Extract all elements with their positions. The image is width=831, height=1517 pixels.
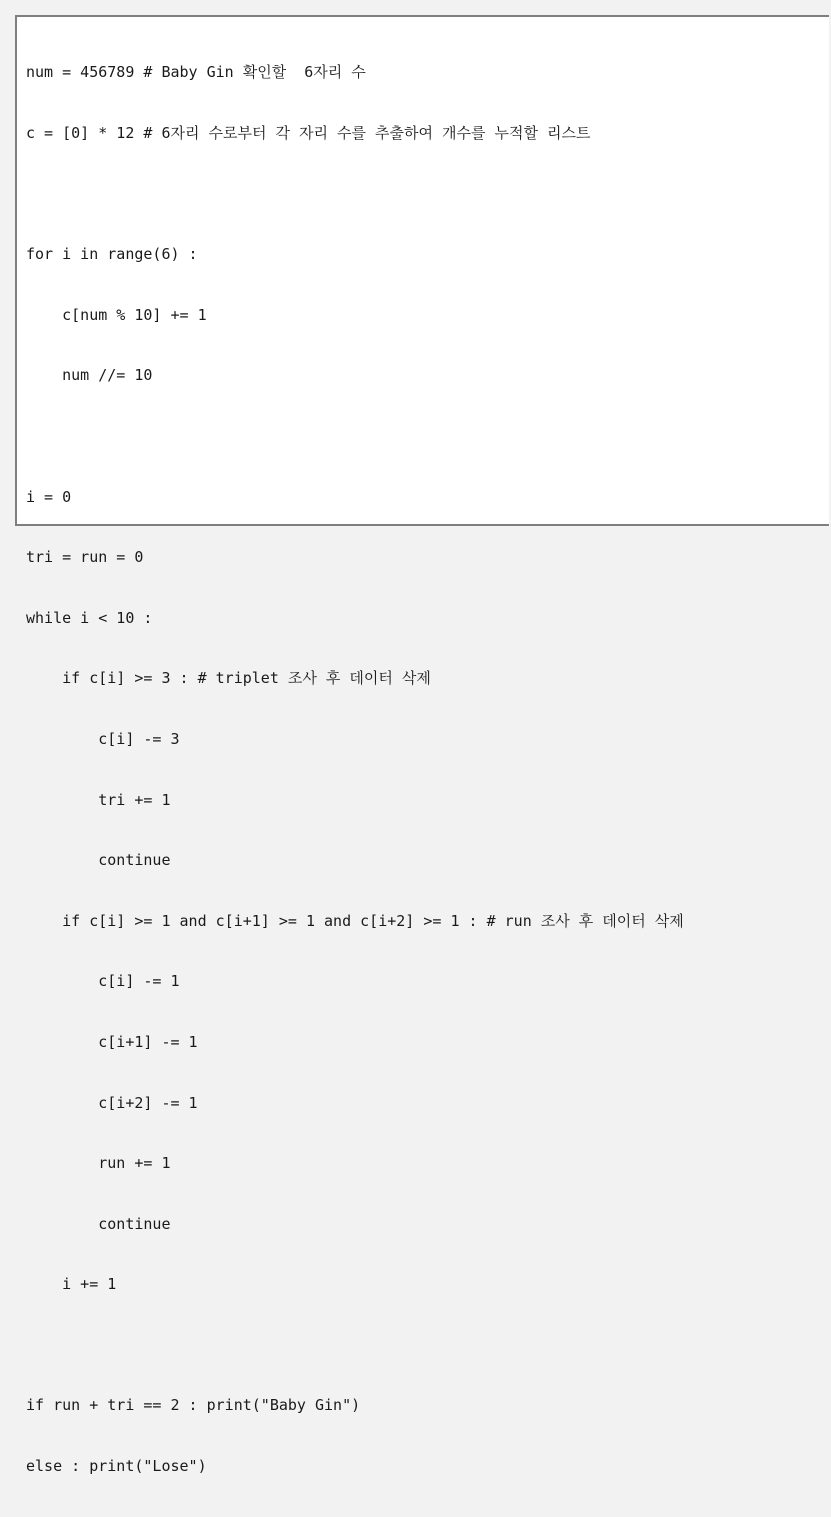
code-line-5: c[num % 10] += 1 xyxy=(26,305,207,324)
code-line-8: i = 0 xyxy=(26,487,72,506)
code-line-24: else : print("Lose") xyxy=(26,1457,207,1476)
code-line-10: while i < 10 : xyxy=(26,608,153,627)
code-line-20: continue xyxy=(26,1214,171,1233)
code-line-15: if c[i] >= 1 and c[i+1] >= 1 and c[i+2] >= 1 : # run 조사 후 데이터 삭제 xyxy=(26,911,684,930)
code-line-19: run += 1 xyxy=(26,1154,171,1173)
code-line-3 xyxy=(26,184,684,204)
code-line-18: c[i+2] -= 1 xyxy=(26,1093,198,1112)
code-panel xyxy=(15,15,829,1476)
code-line-16: c[i] -= 1 xyxy=(26,972,180,991)
code-line-22 xyxy=(26,1335,684,1355)
code-block xyxy=(26,22,684,1517)
code-line-1: num = 456789 # Baby Gin 확인할 6자리 수 xyxy=(26,63,366,82)
code-line-23: if run + tri == 2 : print("Baby Gin") xyxy=(26,1396,361,1415)
code-line-12: c[i] -= 3 xyxy=(26,729,180,748)
code-line-9: tri = run = 0 xyxy=(26,548,144,567)
code-line-4: for i in range(6) : xyxy=(26,245,198,264)
code-line-6: num //= 10 xyxy=(26,366,153,385)
code-line-11: if c[i] >= 3 : # triplet 조사 후 데이터 삭제 xyxy=(26,669,431,688)
code-line-17: c[i+1] -= 1 xyxy=(26,1032,198,1051)
code-line-21: i += 1 xyxy=(26,1275,117,1294)
code-line-13: tri += 1 xyxy=(26,790,171,809)
code-line-14: continue xyxy=(26,851,171,870)
code-line-2: c = [0] * 12 # 6자리 수로부터 각 자리 수를 추출하여 개수를 누적할 리스트 xyxy=(26,124,591,142)
code-line-7 xyxy=(26,426,684,446)
